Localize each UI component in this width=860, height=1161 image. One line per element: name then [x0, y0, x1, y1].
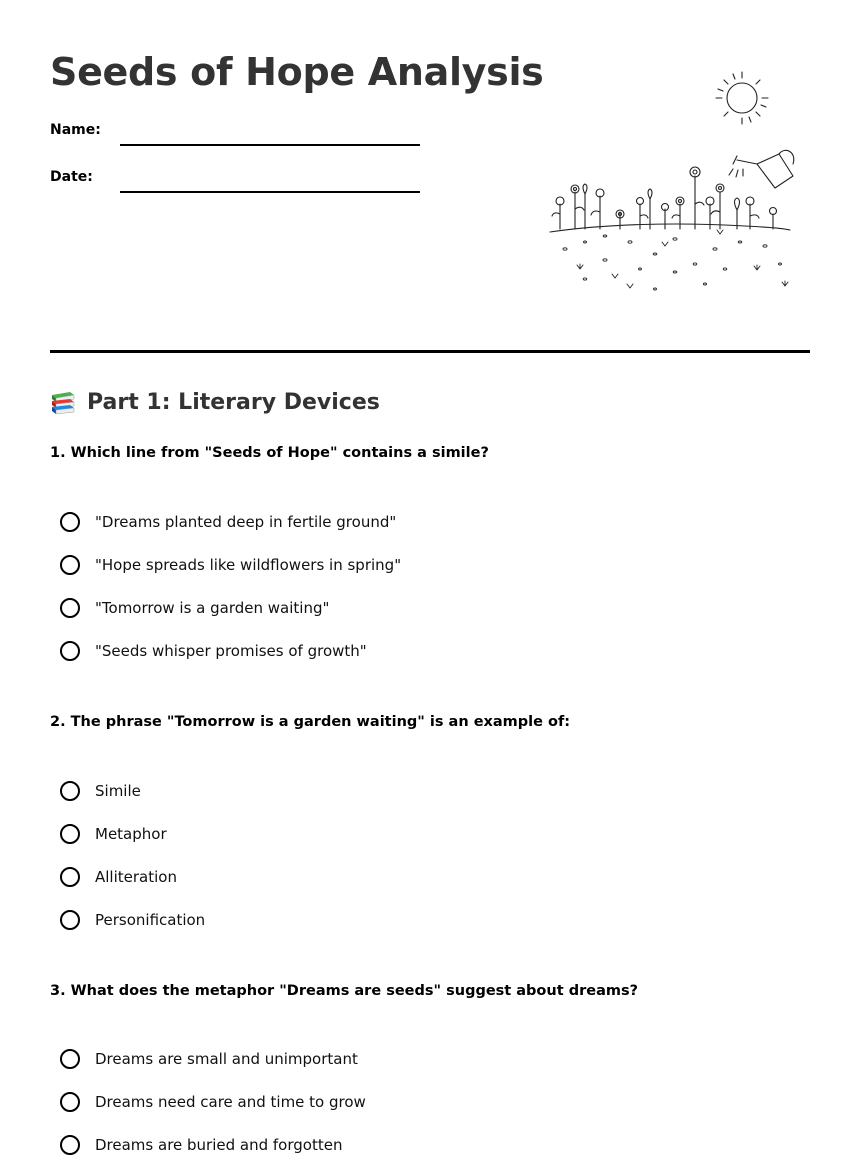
sun-icon: [716, 72, 768, 124]
option-label: Metaphor: [95, 825, 167, 843]
part1-title: Part 1: Literary Devices: [87, 390, 380, 415]
radio-button[interactable]: [60, 910, 80, 930]
radio-button[interactable]: [60, 641, 80, 661]
q3-option-c[interactable]: [60, 1132, 342, 1158]
q3-option-b[interactable]: [60, 1089, 366, 1115]
q2-option-d[interactable]: [60, 907, 205, 933]
name-label: Name:: [50, 122, 101, 138]
name-line[interactable]: [120, 144, 420, 146]
option-label: Dreams need care and time to grow: [95, 1093, 366, 1111]
date-label: Date:: [50, 169, 93, 185]
q2-option-b[interactable]: [60, 821, 167, 847]
question-2: 2. The phrase "Tomorrow is a garden waiting" is an example of:: [50, 714, 571, 730]
radio-button[interactable]: [60, 1049, 80, 1069]
q1-option-d[interactable]: [60, 638, 367, 664]
radio-button[interactable]: [60, 598, 80, 618]
date-line[interactable]: [120, 191, 420, 193]
option-label: Dreams are small and unimportant: [95, 1050, 358, 1068]
option-label: "Hope spreads like wildflowers in spring": [95, 556, 402, 574]
radio-button[interactable]: [60, 555, 80, 575]
books-icon: [50, 391, 76, 415]
option-label: Personification: [95, 911, 206, 929]
q3-option-a[interactable]: [60, 1046, 358, 1072]
option-label: Simile: [95, 782, 141, 800]
radio-button[interactable]: [60, 1092, 80, 1112]
q1-option-a[interactable]: [60, 509, 396, 535]
question-3: 3. What does the metaphor "Dreams are seeds" suggest about dreams?: [50, 983, 639, 999]
radio-button[interactable]: [60, 1135, 80, 1155]
q2-option-c[interactable]: [60, 864, 177, 890]
q1-option-c[interactable]: [60, 595, 329, 621]
q1-option-b[interactable]: [60, 552, 401, 578]
option-label: Alliteration: [95, 868, 177, 886]
date-field[interactable]: [50, 169, 430, 199]
question-1: 1. Which line from "Seeds of Hope" contains a simile?: [50, 445, 489, 461]
worksheet-page: [50, 0, 810, 1161]
radio-button[interactable]: [60, 867, 80, 887]
radio-button[interactable]: [60, 824, 80, 844]
option-label: Dreams are buried and forgotten: [95, 1136, 343, 1154]
q2-option-a[interactable]: [60, 778, 141, 804]
worksheet-title: Seeds of Hope Analysis: [50, 50, 544, 94]
radio-button[interactable]: [60, 512, 80, 532]
radio-button[interactable]: [60, 781, 80, 801]
garden-with-sun-and-watering-can-icon: [545, 64, 800, 304]
part1-heading: [50, 390, 380, 415]
option-label: "Tomorrow is a garden waiting": [95, 599, 330, 617]
header-divider: [50, 350, 810, 353]
watering-can-icon: [729, 150, 794, 188]
option-label: "Seeds whisper promises of growth": [95, 642, 367, 660]
name-field[interactable]: [50, 122, 430, 152]
option-label: "Dreams planted deep in fertile ground": [95, 513, 397, 531]
